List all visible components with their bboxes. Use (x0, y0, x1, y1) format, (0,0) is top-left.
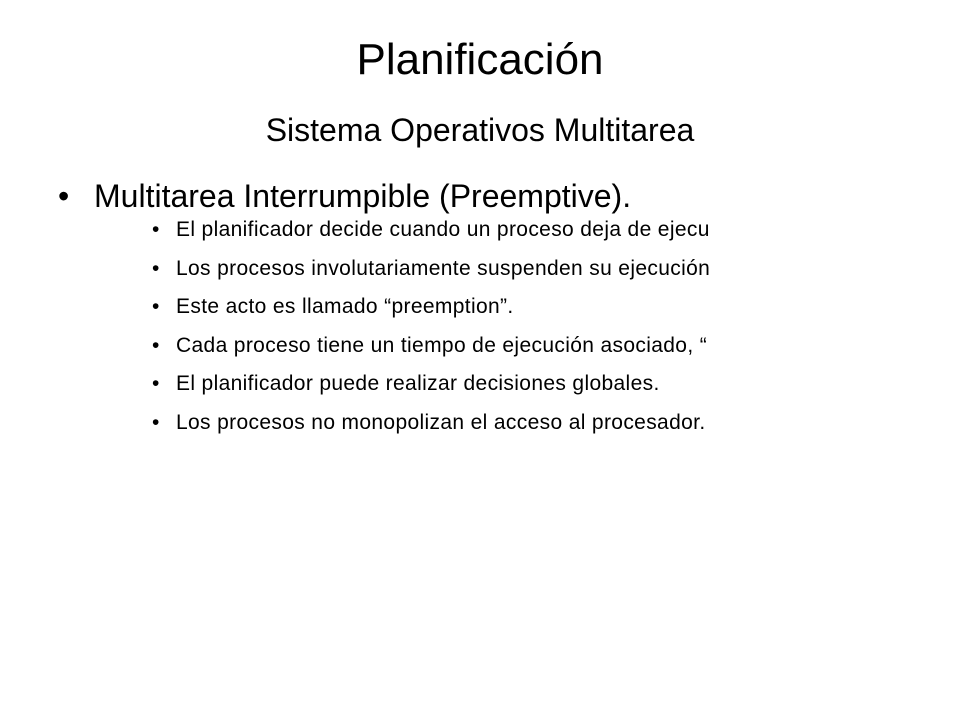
sub-bullet-item (152, 250, 960, 289)
sub-bullet-text: Cada proceso tiene un tiempo de ejecución asociado, “ (176, 333, 708, 357)
sub-bullet-item (152, 404, 960, 443)
bullet-icon: • (152, 372, 160, 395)
slide-subtitle: Sistema Operativos Multitarea (265, 112, 695, 148)
sub-bullet-list (152, 211, 960, 442)
sub-bullet-item (152, 288, 960, 327)
bullet-icon: • (58, 178, 70, 214)
sub-bullet-text: Los procesos involutariamente suspenden su ejecución (176, 256, 711, 280)
sub-bullet-item (152, 365, 960, 404)
sub-bullet-item (152, 327, 960, 366)
sub-bullet-text: El planificador puede realizar decisiones globales. (176, 372, 660, 395)
sub-bullet-item (152, 211, 960, 250)
bullet-icon: • (152, 333, 160, 357)
bullet-icon: • (152, 218, 160, 241)
main-bullet-text: Multitarea Interrumpible (Preemptive). (94, 178, 632, 214)
sub-bullet-text: Este acto es llamado “preemption”. (176, 295, 514, 318)
bullet-icon: • (152, 410, 160, 434)
slide-title: Planificación (356, 35, 604, 84)
sub-bullet-text: Los procesos no monopolizan el acceso al procesador. (176, 410, 706, 434)
bullet-icon: • (152, 256, 160, 280)
bullet-icon: • (152, 295, 160, 318)
sub-bullet-text: El planificador decide cuando un proceso deja de ejecu (176, 218, 710, 241)
